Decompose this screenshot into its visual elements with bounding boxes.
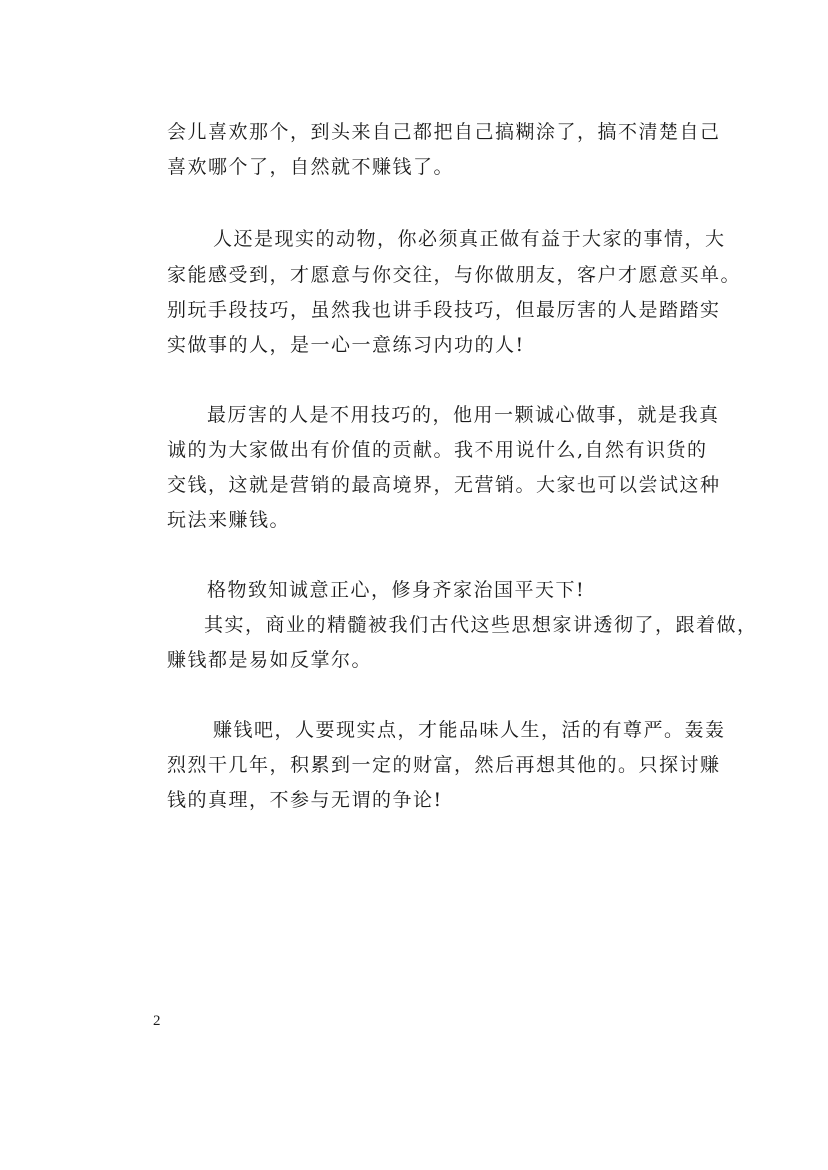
- paragraph-2-line-3: 别玩手段技巧，虽然我也讲手段技巧，但最厉害的人是踏踏实: [167, 299, 721, 321]
- paragraph-5-line-2: 烈烈干几年，积累到一定的财富，然后再想其他的。只探讨赚: [167, 754, 721, 776]
- paragraph-3-line-4: 玩法来赚钱。: [167, 509, 291, 531]
- page-number: 2: [153, 1013, 161, 1029]
- paragraph-2-line-2: 家能感受到，才愿意与你交往，与你做朋友，客户才愿意买单。: [167, 264, 742, 286]
- paragraph-5-line-3: 钱的真理，不参与无谓的争论!: [167, 789, 443, 811]
- paragraph-4-line-2: 其实，商业的精髓被我们古代这些思想家讲透彻了，跟着做，: [204, 614, 758, 636]
- paragraph-3-line-2: 诚的为大家做出有价值的贡献。我不用说什么,自然有识货的: [167, 439, 708, 461]
- paragraph-2-line-4: 实做事的人，是一心一意练习内功的人!: [167, 334, 525, 356]
- paragraph-1-line-1: 会儿喜欢那个，到头来自己都把自己搞糊涂了，搞不清楚自己: [167, 121, 721, 143]
- paragraph-2-line-1: 人还是现实的动物，你必须真正做有益于大家的事情，大: [213, 228, 726, 250]
- paragraph-1-line-2: 喜欢哪个了，自然就不赚钱了。: [167, 156, 455, 178]
- paragraph-4-line-1: 格物致知诚意正心，修身齐家治国平天下!: [207, 579, 586, 601]
- paragraph-3-line-3: 交钱，这就是营销的最高境界，无营销。大家也可以尝试这种: [167, 474, 721, 496]
- paragraph-4-line-3: 赚钱都是易如反掌尔。: [167, 649, 373, 671]
- paragraph-5-line-1: 赚钱吧，人要现实点，才能品味人生，活的有尊严。轰轰: [213, 719, 726, 741]
- paragraph-3-line-1: 最厉害的人是不用技巧的，他用一颗诚心做事，就是我真: [207, 404, 720, 426]
